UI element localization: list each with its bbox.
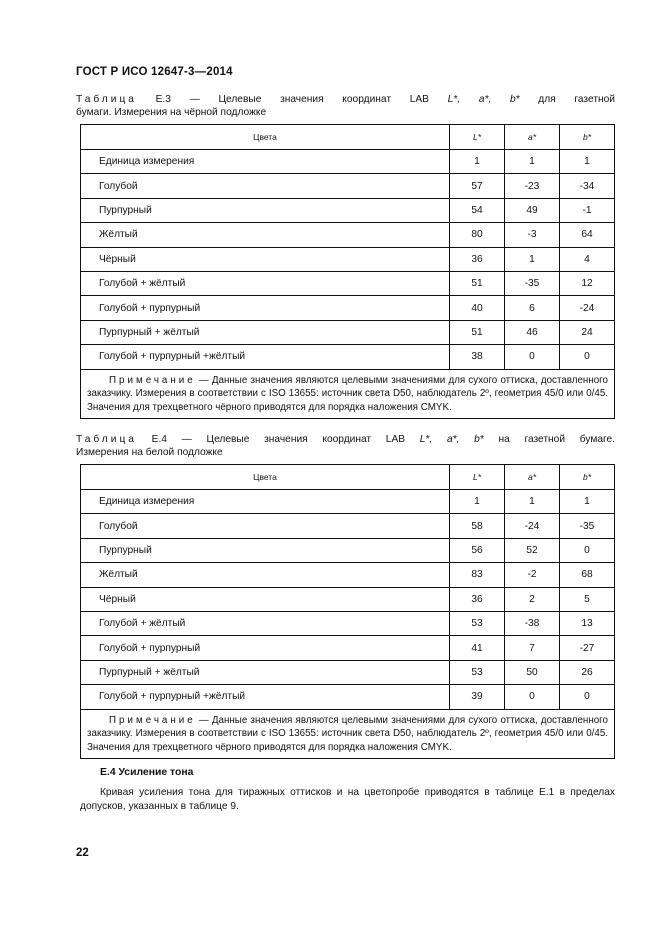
a-value-cell: 2 [505,587,560,611]
table-header-row [81,465,615,490]
caption-word: L*, [419,434,433,445]
table-row [81,150,615,174]
caption-word: — [189,94,200,105]
l-value-cell: 80 [450,223,505,247]
table-note-row [81,709,615,759]
a-value-cell: 6 [505,296,560,320]
caption-word: Е.4 [151,434,167,445]
column-header [560,125,615,150]
color-name-cell: Голубой + пурпурный +жёлтый [81,685,450,709]
l-value-cell: 53 [450,660,505,684]
caption-word: LAB [385,434,406,445]
a-value-cell: 52 [505,538,560,562]
b-value-cell: -27 [560,636,615,660]
caption-word: Целевые [218,94,262,105]
b-value-cell: 4 [560,247,615,271]
l-value-cell: 83 [450,563,505,587]
a-value-cell: 0 [505,685,560,709]
table-e3 [80,124,615,419]
table-row [81,320,615,344]
b-value-cell: 5 [560,587,615,611]
column-header-label: a* [527,472,537,482]
color-name-cell: Пурпурный [81,198,450,222]
column-header-label: a* [527,132,537,142]
table-row [81,223,615,247]
a-value-cell: -2 [505,563,560,587]
table-e4-caption-line2: Измерения на белой подложке [76,447,223,458]
table-e3-body [81,150,615,370]
table-row [81,198,615,222]
color-name-cell: Пурпурный + жёлтый [81,320,450,344]
table-row [81,490,615,514]
color-name-cell: Единица измерения [81,490,450,514]
l-value-cell: 54 [450,198,505,222]
l-value-cell: 51 [450,271,505,295]
table-note [81,369,615,419]
column-header-label: b* [582,132,592,142]
b-value-cell: 0 [560,538,615,562]
section-heading: Е.4 Усиление тона [100,767,194,778]
column-header [560,465,615,490]
l-value-cell: 41 [450,636,505,660]
color-name-cell: Пурпурный + жёлтый [81,660,450,684]
column-header-label: L* [472,472,482,482]
a-value-cell: 0 [505,345,560,369]
caption-word: бумаге. [579,434,615,445]
caption-word: значения [264,434,308,445]
column-header [505,125,560,150]
l-value-cell: 40 [450,296,505,320]
a-value-cell: -23 [505,174,560,198]
l-value-cell: 1 [450,150,505,174]
l-value-cell: 53 [450,611,505,635]
caption-word: a*, [478,94,492,105]
color-name-cell: Голубой + жёлтый [81,611,450,635]
color-name-cell: Чёрный [81,247,450,271]
caption-word: на [498,434,510,445]
table-e3-caption [76,93,615,119]
caption-word: координат [342,94,392,105]
l-value-cell: 51 [450,320,505,344]
a-value-cell: -38 [505,611,560,635]
color-name-cell: Голубой + жёлтый [81,271,450,295]
page-number: 22 [76,847,89,859]
note-label: Примечание [109,714,196,726]
b-value-cell: 26 [560,660,615,684]
b-value-cell: 68 [560,563,615,587]
table-row [81,563,615,587]
caption-word: L*, [447,94,461,105]
column-header [505,465,560,490]
body-paragraph: Кривая усиления тона для тиражных оттисков и на цветопробе приводятся в таблице Е.1 в пределах допусков, указанных в таблице 9. [80,787,615,812]
caption-word: — [181,434,192,445]
color-name-cell: Единица измерения [81,150,450,174]
table-row [81,538,615,562]
table-e3-caption-line1 [76,93,615,106]
b-value-cell: -34 [560,174,615,198]
a-value-cell: 50 [505,660,560,684]
a-value-cell: 1 [505,150,560,174]
table-note [81,709,615,759]
table-row [81,174,615,198]
b-value-cell: 0 [560,685,615,709]
l-value-cell: 1 [450,490,505,514]
a-value-cell: 1 [505,247,560,271]
caption-word: Е.3 [155,94,171,105]
note-text: — Данные значения являются целевыми значениями для сухого оттиска, доставленного заказчику. Измерения в соответствии с ISO 13655: источник света D50, наблюдатель 2º, геометрия 45/0 или 0/45. Значения для трехцветного чёрного приводятся для порядка наложения CMYK. [87,714,608,753]
table-note-row [81,369,615,419]
a-value-cell: 46 [505,320,560,344]
color-name-cell: Голубой + пурпурный +жёлтый [81,345,450,369]
color-name-cell: Жёлтый [81,563,450,587]
table-row [81,345,615,369]
a-value-cell: 7 [505,636,560,660]
b-value-cell: 12 [560,271,615,295]
caption-word: a*, [446,434,460,445]
a-value-cell: 1 [505,490,560,514]
b-value-cell: 0 [560,345,615,369]
table-e4-caption-label: Таблица [76,434,137,445]
caption-word: газетной [574,94,615,105]
caption-word: b* [474,434,484,445]
caption-word: координат [322,434,372,445]
color-name-cell: Голубой [81,514,450,538]
color-name-cell: Жёлтый [81,223,450,247]
table-e4-body [81,490,615,710]
color-name-cell: Голубой [81,174,450,198]
table-row [81,611,615,635]
color-name-cell: Голубой + пурпурный [81,296,450,320]
b-value-cell: 13 [560,611,615,635]
b-value-cell: -35 [560,514,615,538]
table-e3-caption-label: Таблица [76,94,137,105]
l-value-cell: 36 [450,587,505,611]
document-header: ГОСТ Р ИСО 12647-3—2014 [76,66,233,78]
column-header-label: L* [472,132,482,142]
table-row [81,296,615,320]
caption-word: Целевые [206,434,250,445]
caption-word: LAB [409,94,429,105]
note-label: Примечание [109,374,196,386]
table-e4-caption [76,433,615,459]
color-name-cell: Голубой + пурпурный [81,636,450,660]
table-row [81,514,615,538]
l-value-cell: 57 [450,174,505,198]
column-header [450,125,505,150]
table-row [81,660,615,684]
table-e4 [80,464,615,759]
column-header: Цвета [81,125,450,150]
l-value-cell: 36 [450,247,505,271]
color-name-cell: Пурпурный [81,538,450,562]
l-value-cell: 39 [450,685,505,709]
table-e4-caption-line1 [76,433,615,446]
table-row [81,271,615,295]
a-value-cell: -3 [505,223,560,247]
caption-word: b* [509,94,520,105]
table-header-row [81,125,615,150]
a-value-cell: 49 [505,198,560,222]
caption-word: газетной [524,434,566,445]
table-row [81,587,615,611]
table-row [81,247,615,271]
b-value-cell: 1 [560,150,615,174]
column-header-label: b* [582,472,592,482]
table-row [81,685,615,709]
l-value-cell: 58 [450,514,505,538]
a-value-cell: -35 [505,271,560,295]
note-text: — Данные значения являются целевыми значениями для сухого оттиска, доставленного заказчику. Измерения в соответствии с ISO 13655: источник света D50, наблюдатель 2º, геометрия 45/0 или 0/45. Значения для трехцветного чёрного приводятся для порядка наложения CMYK. [87,374,608,413]
color-name-cell: Чёрный [81,587,450,611]
b-value-cell: 24 [560,320,615,344]
l-value-cell: 56 [450,538,505,562]
caption-word: значения [280,94,324,105]
l-value-cell: 38 [450,345,505,369]
table-e3-caption-line2: бумаги. Измерения на чёрной подложке [76,107,267,118]
a-value-cell: -24 [505,514,560,538]
table-row [81,636,615,660]
caption-word: для [538,94,556,105]
b-value-cell: 64 [560,223,615,247]
b-value-cell: 1 [560,490,615,514]
column-header: Цвета [81,465,450,490]
b-value-cell: -1 [560,198,615,222]
column-header [450,465,505,490]
b-value-cell: -24 [560,296,615,320]
